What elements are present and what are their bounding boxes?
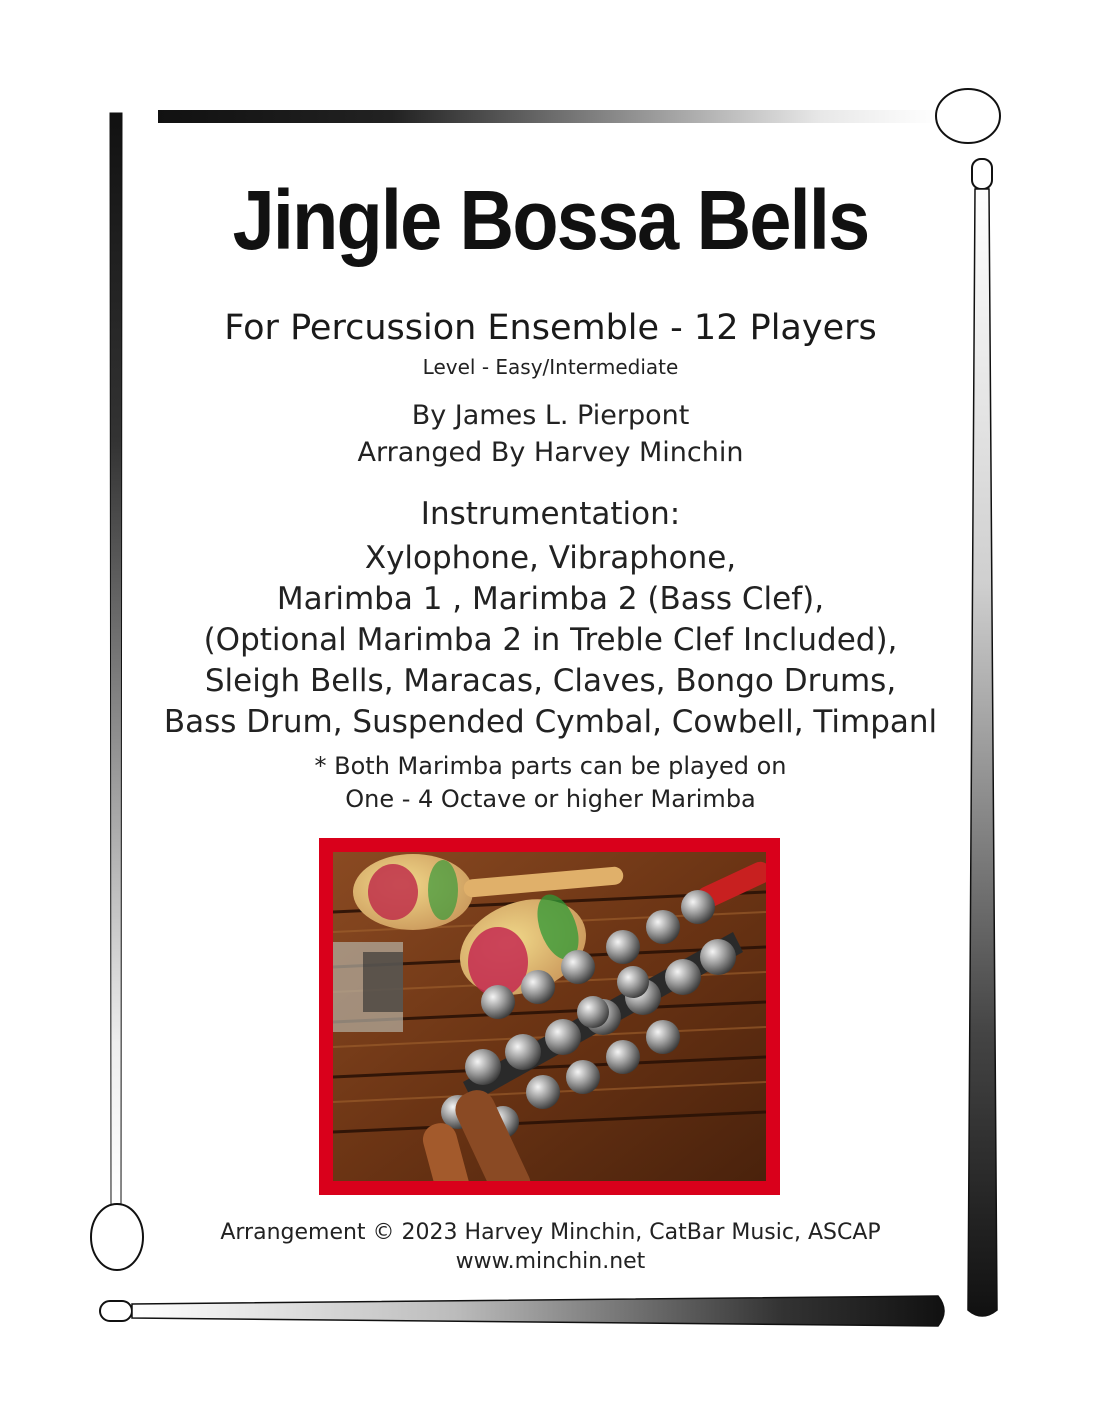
bottom-drumstick-icon: [100, 1296, 944, 1326]
instrumentation-line: Sleigh Bells, Maracas, Claves, Bongo Drums,: [204, 663, 897, 699]
note-line: One - 4 Octave or higher Marimba: [345, 785, 756, 813]
website-link[interactable]: www.minchin.net: [455, 1249, 646, 1274]
instrumentation-list: [0, 538, 1101, 743]
instrumentation-line: Marimba 1 , Marimba 2 (Bass Clef),: [276, 581, 825, 617]
arranger-credit: Arranged By Harvey Minchin: [357, 437, 744, 468]
subtitle: For Percussion Ensemble - 12 Players: [224, 308, 877, 348]
instrumentation-line: (Optional Marimba 2 in Treble Clef Included),: [203, 622, 898, 658]
top-mallet-icon: [158, 89, 1000, 143]
instrumentation-heading: Instrumentation:: [420, 496, 681, 532]
composer-credit: By James L. Pierpont: [411, 400, 690, 431]
page-title: Jingle Bossa Bells: [232, 173, 869, 267]
difficulty-level: Level - Easy/Intermediate: [422, 355, 679, 379]
note-line: * Both Marimba parts can be played on: [314, 752, 787, 780]
instrumentation-line: Bass Drum, Suspended Cymbal, Cowbell, Timpanl: [163, 704, 938, 740]
cover-photo: [319, 838, 780, 1195]
instruments-photo-image: [333, 852, 766, 1181]
marimba-note: [0, 750, 1101, 816]
copyright-notice: Arrangement © 2023 Harvey Minchin, CatBar Music, ASCAP: [220, 1220, 881, 1245]
instrumentation-line: Xylophone, Vibraphone,: [364, 540, 737, 576]
